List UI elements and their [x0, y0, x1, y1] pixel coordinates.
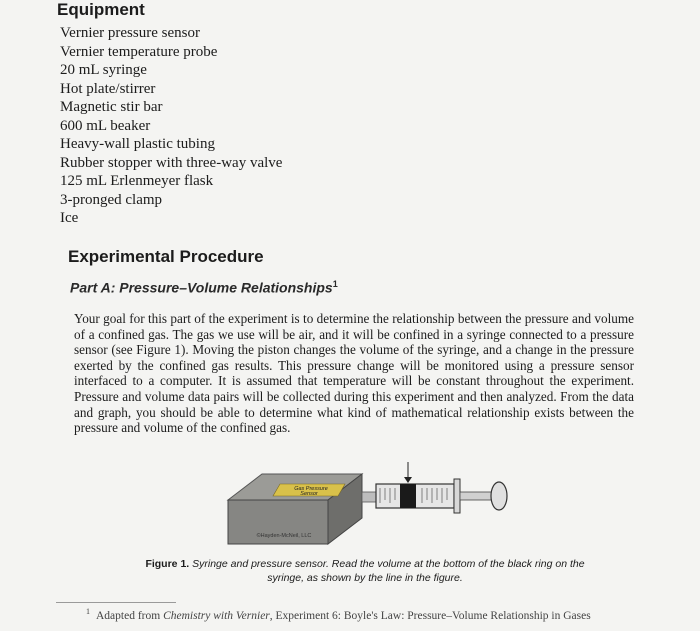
- footnote-source: Chemistry with Vernier: [163, 609, 270, 622]
- sensor-label-line1: Gas Pressure: [294, 486, 328, 492]
- syringe-flange: [454, 479, 460, 513]
- equipment-heading: Equipment: [57, 0, 145, 19]
- equipment-item: Vernier pressure sensor: [60, 25, 200, 41]
- syringe-black-ring: [400, 484, 416, 508]
- part-a-footnote-mark: 1: [332, 279, 338, 289]
- procedure-paragraph: Your goal for this part of the experiment is to determine the relationship between the pressure and volume of a confined gas. The gas we use will be air, and it will be confined in a syringe connected to a pressure sensor (see Figure 1). Moving the piston changes the volume of the syringe, and a change in the pressure exerted by the confined gas results. This pressure change will be monitored using a pressure sensor interfaced to a computer. It is assumed that temperature will be constant throughout the experiment. Pressure and volume data pairs will be collected during this experiment and then analyzed. From the data and graph, you should be able to determine what kind of mathematical relationship exists between the pressure and volume of the confined gas.: [74, 311, 634, 436]
- sensor-connector: [362, 492, 376, 502]
- footnote-suffix: , Experiment 6: Boyle's Law: Pressure–Volume Relationship in Gases: [269, 609, 591, 622]
- equipment-item: 20 mL syringe: [60, 62, 147, 78]
- equipment-item: Magnetic stir bar: [60, 99, 163, 115]
- footnote-divider: [56, 602, 176, 603]
- footnote-mark: 1: [86, 607, 90, 616]
- equipment-item: Hot plate/stirrer: [60, 80, 156, 97]
- footnote: [86, 607, 591, 622]
- equipment-item: Heavy-wall plastic tubing: [60, 136, 215, 152]
- part-a-title: Part A: Pressure–Volume Relationships: [70, 279, 333, 296]
- figure-credit: ©Hayden-McNeil, LLC: [256, 533, 312, 539]
- figure-caption: [140, 557, 590, 585]
- equipment-item: 3-pronged clamp: [60, 191, 163, 208]
- syringe-plunger-thumb: [491, 482, 507, 510]
- equipment-item: Rubber stopper with three-way valve: [60, 154, 283, 171]
- figure-caption-label: Figure 1.: [145, 558, 190, 570]
- footnote-prefix: Adapted from: [96, 609, 164, 622]
- figure-caption-text: Syringe and pressure sensor. Read the volume at the bottom of the black ring on the syringe, as shown by the line in the figure.: [192, 558, 585, 584]
- equipment-item: 125 mL Erlenmeyer flask: [60, 173, 214, 189]
- equipment-item: Ice: [60, 210, 79, 226]
- sensor-label-line2: Sensor: [300, 491, 318, 497]
- equipment-item: Vernier temperature probe: [60, 43, 218, 60]
- equipment-item: 600 mL beaker: [60, 117, 151, 134]
- reading-indicator-arrow: [404, 477, 412, 483]
- syringe-plunger-rod: [460, 492, 494, 500]
- procedure-heading: Experimental Procedure: [68, 247, 264, 266]
